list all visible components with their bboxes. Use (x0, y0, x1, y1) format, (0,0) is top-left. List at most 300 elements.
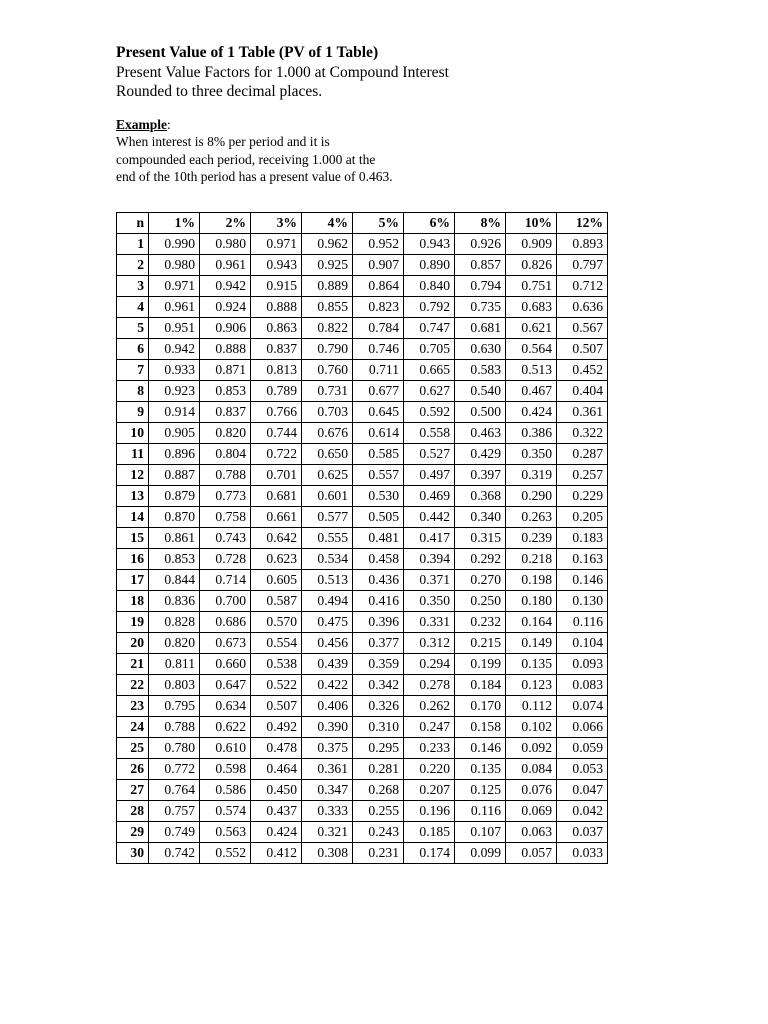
factor-cell: 0.773 (200, 486, 251, 507)
period-cell: 3 (117, 276, 149, 297)
header-cell-rate: 8% (455, 213, 506, 234)
factor-cell: 0.478 (251, 738, 302, 759)
factor-cell: 0.268 (353, 780, 404, 801)
factor-cell: 0.563 (200, 822, 251, 843)
factor-cell: 0.404 (557, 381, 608, 402)
example-heading-label: Example (116, 117, 168, 132)
factor-cell: 0.942 (200, 276, 251, 297)
factor-cell: 0.610 (200, 738, 251, 759)
period-cell: 1 (117, 234, 149, 255)
factor-cell: 0.861 (149, 528, 200, 549)
factor-cell: 0.037 (557, 822, 608, 843)
period-cell: 21 (117, 654, 149, 675)
factor-cell: 0.870 (149, 507, 200, 528)
factor-cell: 0.262 (404, 696, 455, 717)
factor-cell: 0.507 (251, 696, 302, 717)
pv-table (116, 212, 608, 864)
factor-cell: 0.458 (353, 549, 404, 570)
factor-cell: 0.436 (353, 570, 404, 591)
factor-cell: 0.116 (557, 612, 608, 633)
period-cell: 27 (117, 780, 149, 801)
factor-cell: 0.290 (506, 486, 557, 507)
table-row (117, 381, 608, 402)
factor-cell: 0.828 (149, 612, 200, 633)
factor-cell: 0.905 (149, 423, 200, 444)
table-row (117, 780, 608, 801)
factor-cell: 0.033 (557, 843, 608, 864)
factor-cell: 0.757 (149, 801, 200, 822)
factor-cell: 0.270 (455, 570, 506, 591)
factor-cell: 0.361 (557, 402, 608, 423)
factor-cell: 0.093 (557, 654, 608, 675)
factor-cell: 0.199 (455, 654, 506, 675)
factor-cell: 0.522 (251, 675, 302, 696)
factor-cell: 0.951 (149, 318, 200, 339)
factor-cell: 0.416 (353, 591, 404, 612)
factor-cell: 0.125 (455, 780, 506, 801)
period-cell: 12 (117, 465, 149, 486)
period-cell: 25 (117, 738, 149, 759)
factor-cell: 0.942 (149, 339, 200, 360)
factor-cell: 0.564 (506, 339, 557, 360)
table-row (117, 801, 608, 822)
factor-cell: 0.780 (149, 738, 200, 759)
factor-cell: 0.463 (455, 423, 506, 444)
table-row (117, 297, 608, 318)
document-header (116, 43, 636, 101)
factor-cell: 0.650 (302, 444, 353, 465)
factor-cell: 0.066 (557, 717, 608, 738)
factor-cell: 0.722 (251, 444, 302, 465)
table-row (117, 612, 608, 633)
factor-cell: 0.250 (455, 591, 506, 612)
factor-cell: 0.456 (302, 633, 353, 654)
factor-cell: 0.743 (200, 528, 251, 549)
factor-cell: 0.232 (455, 612, 506, 633)
factor-cell: 0.394 (404, 549, 455, 570)
subtitle-line-1: Present Value Factors for 1.000 at Compound Interest (116, 64, 449, 81)
factor-cell: 0.630 (455, 339, 506, 360)
factor-cell: 0.980 (200, 234, 251, 255)
factor-cell: 0.540 (455, 381, 506, 402)
factor-cell: 0.614 (353, 423, 404, 444)
factor-cell: 0.896 (149, 444, 200, 465)
table-row (117, 696, 608, 717)
table-row (117, 738, 608, 759)
factor-cell: 0.906 (200, 318, 251, 339)
factor-cell: 0.074 (557, 696, 608, 717)
factor-cell: 0.952 (353, 234, 404, 255)
factor-cell: 0.287 (557, 444, 608, 465)
factor-cell: 0.836 (149, 591, 200, 612)
factor-cell: 0.871 (200, 360, 251, 381)
header-row (117, 213, 608, 234)
factor-cell: 0.229 (557, 486, 608, 507)
factor-cell: 0.557 (353, 465, 404, 486)
factor-cell: 0.879 (149, 486, 200, 507)
factor-cell: 0.239 (506, 528, 557, 549)
factor-cell: 0.149 (506, 633, 557, 654)
page-title: Present Value of 1 Table (PV of 1 Table) (116, 44, 379, 61)
header-cell-rate: 12% (557, 213, 608, 234)
factor-cell: 0.634 (200, 696, 251, 717)
period-cell: 22 (117, 675, 149, 696)
factor-cell: 0.257 (557, 465, 608, 486)
factor-cell: 0.207 (404, 780, 455, 801)
table-row (117, 360, 608, 381)
factor-cell: 0.645 (353, 402, 404, 423)
factor-cell: 0.170 (455, 696, 506, 717)
period-cell: 23 (117, 696, 149, 717)
factor-cell: 0.647 (200, 675, 251, 696)
factor-cell: 0.417 (404, 528, 455, 549)
factor-cell: 0.914 (149, 402, 200, 423)
table-row (117, 339, 608, 360)
period-cell: 10 (117, 423, 149, 444)
factor-cell: 0.803 (149, 675, 200, 696)
factor-cell: 0.893 (557, 234, 608, 255)
factor-cell: 0.714 (200, 570, 251, 591)
factor-cell: 0.406 (302, 696, 353, 717)
table-row (117, 633, 608, 654)
factor-cell: 0.558 (404, 423, 455, 444)
factor-cell: 0.971 (149, 276, 200, 297)
table-row (117, 675, 608, 696)
factor-cell: 0.396 (353, 612, 404, 633)
factor-cell: 0.925 (302, 255, 353, 276)
factor-cell: 0.467 (506, 381, 557, 402)
factor-cell: 0.452 (557, 360, 608, 381)
factor-cell: 0.310 (353, 717, 404, 738)
factor-cell: 0.586 (200, 780, 251, 801)
factor-cell: 0.749 (149, 822, 200, 843)
factor-cell: 0.513 (506, 360, 557, 381)
factor-cell: 0.326 (353, 696, 404, 717)
factor-cell: 0.442 (404, 507, 455, 528)
period-cell: 30 (117, 843, 149, 864)
factor-cell: 0.943 (251, 255, 302, 276)
factor-cell: 0.180 (506, 591, 557, 612)
factor-cell: 0.592 (404, 402, 455, 423)
factor-cell: 0.231 (353, 843, 404, 864)
factor-cell: 0.794 (455, 276, 506, 297)
factor-cell: 0.371 (404, 570, 455, 591)
factor-cell: 0.585 (353, 444, 404, 465)
factor-cell: 0.263 (506, 507, 557, 528)
factor-cell: 0.424 (506, 402, 557, 423)
period-cell: 18 (117, 591, 149, 612)
factor-cell: 0.683 (506, 297, 557, 318)
table-row (117, 528, 608, 549)
factor-cell: 0.642 (251, 528, 302, 549)
factor-cell: 0.711 (353, 360, 404, 381)
factor-cell: 0.823 (353, 297, 404, 318)
factor-cell: 0.534 (302, 549, 353, 570)
factor-cell: 0.665 (404, 360, 455, 381)
table-row (117, 549, 608, 570)
factor-cell: 0.424 (251, 822, 302, 843)
factor-cell: 0.513 (302, 570, 353, 591)
factor-cell: 0.570 (251, 612, 302, 633)
factor-cell: 0.184 (455, 675, 506, 696)
table-row (117, 465, 608, 486)
subtitle-line-2: Rounded to three decimal places. (116, 83, 323, 100)
factor-cell: 0.933 (149, 360, 200, 381)
factor-cell: 0.744 (251, 423, 302, 444)
factor-cell: 0.728 (200, 549, 251, 570)
factor-cell: 0.980 (149, 255, 200, 276)
factor-cell: 0.792 (404, 297, 455, 318)
factor-cell: 0.146 (557, 570, 608, 591)
factor-cell: 0.350 (404, 591, 455, 612)
period-cell: 24 (117, 717, 149, 738)
factor-cell: 0.926 (455, 234, 506, 255)
factor-cell: 0.281 (353, 759, 404, 780)
factor-cell: 0.135 (455, 759, 506, 780)
factor-cell: 0.766 (251, 402, 302, 423)
factor-cell: 0.333 (302, 801, 353, 822)
factor-cell: 0.322 (557, 423, 608, 444)
factor-cell: 0.233 (404, 738, 455, 759)
factor-cell: 0.890 (404, 255, 455, 276)
factor-cell: 0.375 (302, 738, 353, 759)
factor-cell: 0.700 (200, 591, 251, 612)
factor-cell: 0.820 (149, 633, 200, 654)
factor-cell: 0.104 (557, 633, 608, 654)
factor-cell: 0.844 (149, 570, 200, 591)
factor-cell: 0.907 (353, 255, 404, 276)
factor-cell: 0.888 (251, 297, 302, 318)
factor-cell: 0.130 (557, 591, 608, 612)
factor-cell: 0.377 (353, 633, 404, 654)
factor-cell: 0.412 (251, 843, 302, 864)
factor-cell: 0.701 (251, 465, 302, 486)
factor-cell: 0.215 (455, 633, 506, 654)
factor-cell: 0.554 (251, 633, 302, 654)
factor-cell: 0.123 (506, 675, 557, 696)
table-row (117, 318, 608, 339)
factor-cell: 0.340 (455, 507, 506, 528)
factor-cell: 0.437 (251, 801, 302, 822)
factor-cell: 0.623 (251, 549, 302, 570)
example-heading-colon: : (167, 117, 171, 132)
period-cell: 8 (117, 381, 149, 402)
factor-cell: 0.673 (200, 633, 251, 654)
table-row (117, 423, 608, 444)
header-cell-rate: 4% (302, 213, 353, 234)
factor-cell: 0.450 (251, 780, 302, 801)
table-header (117, 213, 608, 234)
factor-cell: 0.625 (302, 465, 353, 486)
factor-cell: 0.116 (455, 801, 506, 822)
factor-cell: 0.758 (200, 507, 251, 528)
factor-cell: 0.243 (353, 822, 404, 843)
factor-cell: 0.475 (302, 612, 353, 633)
factor-cell: 0.538 (251, 654, 302, 675)
factor-cell: 0.481 (353, 528, 404, 549)
factor-cell: 0.359 (353, 654, 404, 675)
factor-cell: 0.112 (506, 696, 557, 717)
factor-cell: 0.857 (455, 255, 506, 276)
factor-cell: 0.887 (149, 465, 200, 486)
factor-cell: 0.605 (251, 570, 302, 591)
header-cell-n: n (117, 213, 149, 234)
factor-cell: 0.555 (302, 528, 353, 549)
period-cell: 11 (117, 444, 149, 465)
factor-cell: 0.747 (404, 318, 455, 339)
period-cell: 5 (117, 318, 149, 339)
factor-cell: 0.822 (302, 318, 353, 339)
factor-cell: 0.621 (506, 318, 557, 339)
factor-cell: 0.840 (404, 276, 455, 297)
table-row (117, 591, 608, 612)
factor-cell: 0.497 (404, 465, 455, 486)
factor-cell: 0.469 (404, 486, 455, 507)
factor-cell: 0.397 (455, 465, 506, 486)
table-row (117, 444, 608, 465)
factor-cell: 0.804 (200, 444, 251, 465)
factor-cell: 0.278 (404, 675, 455, 696)
factor-cell: 0.990 (149, 234, 200, 255)
factor-cell: 0.772 (149, 759, 200, 780)
factor-cell: 0.961 (200, 255, 251, 276)
period-cell: 13 (117, 486, 149, 507)
factor-cell: 0.661 (251, 507, 302, 528)
factor-cell: 0.889 (302, 276, 353, 297)
table-row (117, 843, 608, 864)
factor-cell: 0.084 (506, 759, 557, 780)
table-row (117, 759, 608, 780)
header-cell-rate: 6% (404, 213, 455, 234)
factor-cell: 0.053 (557, 759, 608, 780)
factor-cell: 0.185 (404, 822, 455, 843)
factor-cell: 0.158 (455, 717, 506, 738)
period-cell: 17 (117, 570, 149, 591)
factor-cell: 0.146 (455, 738, 506, 759)
factor-cell: 0.315 (455, 528, 506, 549)
factor-cell: 0.795 (149, 696, 200, 717)
factor-cell: 0.494 (302, 591, 353, 612)
factor-cell: 0.681 (455, 318, 506, 339)
example-line-3: end of the 10th period has a present value of 0.463. (116, 169, 393, 184)
table-row (117, 276, 608, 297)
factor-cell: 0.583 (455, 360, 506, 381)
factor-cell: 0.552 (200, 843, 251, 864)
header-cell-rate: 3% (251, 213, 302, 234)
factor-cell: 0.853 (149, 549, 200, 570)
factor-cell: 0.063 (506, 822, 557, 843)
period-cell: 6 (117, 339, 149, 360)
factor-cell: 0.331 (404, 612, 455, 633)
factor-cell: 0.083 (557, 675, 608, 696)
header-cell-rate: 1% (149, 213, 200, 234)
factor-cell: 0.429 (455, 444, 506, 465)
factor-cell: 0.059 (557, 738, 608, 759)
factor-cell: 0.505 (353, 507, 404, 528)
factor-cell: 0.797 (557, 255, 608, 276)
factor-cell: 0.788 (149, 717, 200, 738)
factor-cell: 0.622 (200, 717, 251, 738)
factor-cell: 0.961 (149, 297, 200, 318)
factor-cell: 0.855 (302, 297, 353, 318)
factor-cell: 0.361 (302, 759, 353, 780)
factor-cell: 0.198 (506, 570, 557, 591)
factor-cell: 0.205 (557, 507, 608, 528)
factor-cell: 0.057 (506, 843, 557, 864)
factor-cell: 0.092 (506, 738, 557, 759)
factor-cell: 0.247 (404, 717, 455, 738)
factor-cell: 0.492 (251, 717, 302, 738)
table-row (117, 255, 608, 276)
factor-cell: 0.598 (200, 759, 251, 780)
example-line-1: When interest is 8% per period and it is (116, 134, 330, 149)
factor-cell: 0.422 (302, 675, 353, 696)
example-section (116, 116, 516, 186)
example-line-2: compounded each period, receiving 1.000 at the (116, 151, 376, 167)
factor-cell: 0.601 (302, 486, 353, 507)
factor-cell: 0.681 (251, 486, 302, 507)
factor-cell: 0.676 (302, 423, 353, 444)
factor-cell: 0.220 (404, 759, 455, 780)
factor-cell: 0.350 (506, 444, 557, 465)
factor-cell: 0.308 (302, 843, 353, 864)
factor-cell: 0.347 (302, 780, 353, 801)
factor-cell: 0.292 (455, 549, 506, 570)
factor-cell: 0.751 (506, 276, 557, 297)
table-row (117, 402, 608, 423)
factor-cell: 0.864 (353, 276, 404, 297)
factor-cell: 0.731 (302, 381, 353, 402)
factor-cell: 0.837 (200, 402, 251, 423)
factor-cell: 0.183 (557, 528, 608, 549)
factor-cell: 0.962 (302, 234, 353, 255)
factor-cell: 0.164 (506, 612, 557, 633)
period-cell: 26 (117, 759, 149, 780)
factor-cell: 0.789 (251, 381, 302, 402)
factor-cell: 0.439 (302, 654, 353, 675)
factor-cell: 0.764 (149, 780, 200, 801)
factor-cell: 0.813 (251, 360, 302, 381)
factor-cell: 0.342 (353, 675, 404, 696)
factor-cell: 0.811 (149, 654, 200, 675)
factor-cell: 0.742 (149, 843, 200, 864)
table-row (117, 654, 608, 675)
table-row (117, 570, 608, 591)
factor-cell: 0.826 (506, 255, 557, 276)
factor-cell: 0.705 (404, 339, 455, 360)
factor-cell: 0.577 (302, 507, 353, 528)
factor-cell: 0.069 (506, 801, 557, 822)
table-row (117, 717, 608, 738)
factor-cell: 0.915 (251, 276, 302, 297)
factor-cell: 0.295 (353, 738, 404, 759)
factor-cell: 0.321 (302, 822, 353, 843)
period-cell: 28 (117, 801, 149, 822)
header-cell-rate: 2% (200, 213, 251, 234)
example-heading (116, 116, 516, 133)
factor-cell: 0.319 (506, 465, 557, 486)
factor-cell: 0.464 (251, 759, 302, 780)
factor-cell: 0.294 (404, 654, 455, 675)
period-cell: 9 (117, 402, 149, 423)
factor-cell: 0.255 (353, 801, 404, 822)
factor-cell: 0.660 (200, 654, 251, 675)
factor-cell: 0.790 (302, 339, 353, 360)
factor-cell: 0.760 (302, 360, 353, 381)
factor-cell: 0.390 (302, 717, 353, 738)
factor-cell: 0.312 (404, 633, 455, 654)
factor-cell: 0.677 (353, 381, 404, 402)
